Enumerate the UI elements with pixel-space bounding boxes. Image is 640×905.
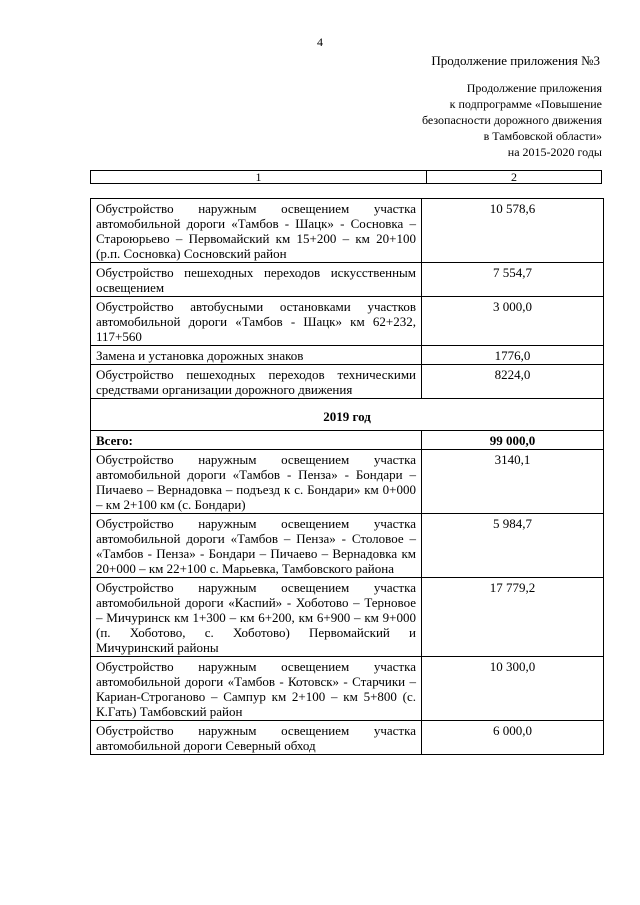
table-row — [91, 297, 604, 346]
table-row — [91, 514, 604, 578]
table-row — [91, 199, 604, 263]
column-number-1: 1 — [91, 171, 427, 184]
activity-description: Замена и установка дорожных знаков — [91, 346, 422, 365]
column-number-2: 2 — [427, 171, 602, 184]
table-row — [91, 657, 604, 721]
year-heading: 2019 год — [91, 399, 604, 431]
activity-amount: 10 300,0 — [422, 657, 604, 721]
activities-table — [90, 198, 604, 755]
table-row — [91, 365, 604, 399]
activity-amount: 6 000,0 — [422, 721, 604, 755]
activity-description: Обустройство пешеходных переходов искусственным освещением — [91, 263, 422, 297]
year-row — [91, 399, 604, 431]
activity-description: Обустройство автобусными остановками участков автомобильной дороги «Тамбов - Шацк» км 62+232, 117+560 — [91, 297, 422, 346]
total-label: Всего: — [91, 431, 422, 450]
table-row — [91, 346, 604, 365]
table-row — [91, 721, 604, 755]
table-row — [91, 578, 604, 657]
appendix-title: Продолжение приложения №3 — [431, 53, 600, 68]
activity-description: Обустройство наружным освещением участка автомобильной дороги «Тамбов - Шацк» - Сосновка – Староюрьево – Первомайский км 15+200 – км 20+100 (р.п. Сосновка) Сосновский район — [91, 199, 422, 263]
activity-amount: 10 578,6 — [422, 199, 604, 263]
activity-amount: 17 779,2 — [422, 578, 604, 657]
activity-description: Обустройство пешеходных переходов техническими средствами организации дорожного движения — [91, 365, 422, 399]
activity-amount: 1776,0 — [422, 346, 604, 365]
column-number-header — [90, 170, 602, 184]
page-number: 4 — [317, 35, 323, 49]
activity-description: Обустройство наружным освещением участка автомобильной дороги «Тамбов – Пенза» - Столовое – «Тамбов - Пенза» - Бондари – Пичаево – Вернадовка км 20+000 – км 22+100 с. Марьевка, Тамбовского района — [91, 514, 422, 578]
activity-amount: 8224,0 — [422, 365, 604, 399]
activity-amount: 7 554,7 — [422, 263, 604, 297]
activity-amount: 3 000,0 — [422, 297, 604, 346]
table-row — [91, 263, 604, 297]
activity-description: Обустройство наружным освещением участка автомобильной дороги «Тамбов - Пенза» - Бондари – Пичаево – Вернадовка – подъезд к с. Бондари» км 0+000 – км 2+100 км (с. Бондари) — [91, 450, 422, 514]
table-row — [91, 450, 604, 514]
activity-description: Обустройство наружным освещением участка автомобильной дороги «Каспий» - Хоботово – Терновое – Мичуринск км 1+300 – км 6+200, км 6+900 – км 9+000 (п. Хоботово, с. Хоботово) Первомайский и Мичуринский районы — [91, 578, 422, 657]
appendix-subtitle: Продолжение приложения к подпрограмме «Повышение безопасности дорожного движения в Тамбовской области» на 2015-2020 годы — [421, 81, 602, 159]
activity-amount: 5 984,7 — [422, 514, 604, 578]
activity-description: Обустройство наружным освещением участка автомобильной дороги «Тамбов - Котовск» - Старчики – Кариан-Строганово – Сампур км 2+100 – км 5+800 (с. К.Гать) Тамбовский район — [91, 657, 422, 721]
activity-description: Обустройство наружным освещением участка автомобильной дороги Северный обход — [91, 721, 422, 755]
total-amount: 99 000,0 — [422, 431, 604, 450]
activity-amount: 3140,1 — [422, 450, 604, 514]
total-row — [91, 431, 604, 450]
